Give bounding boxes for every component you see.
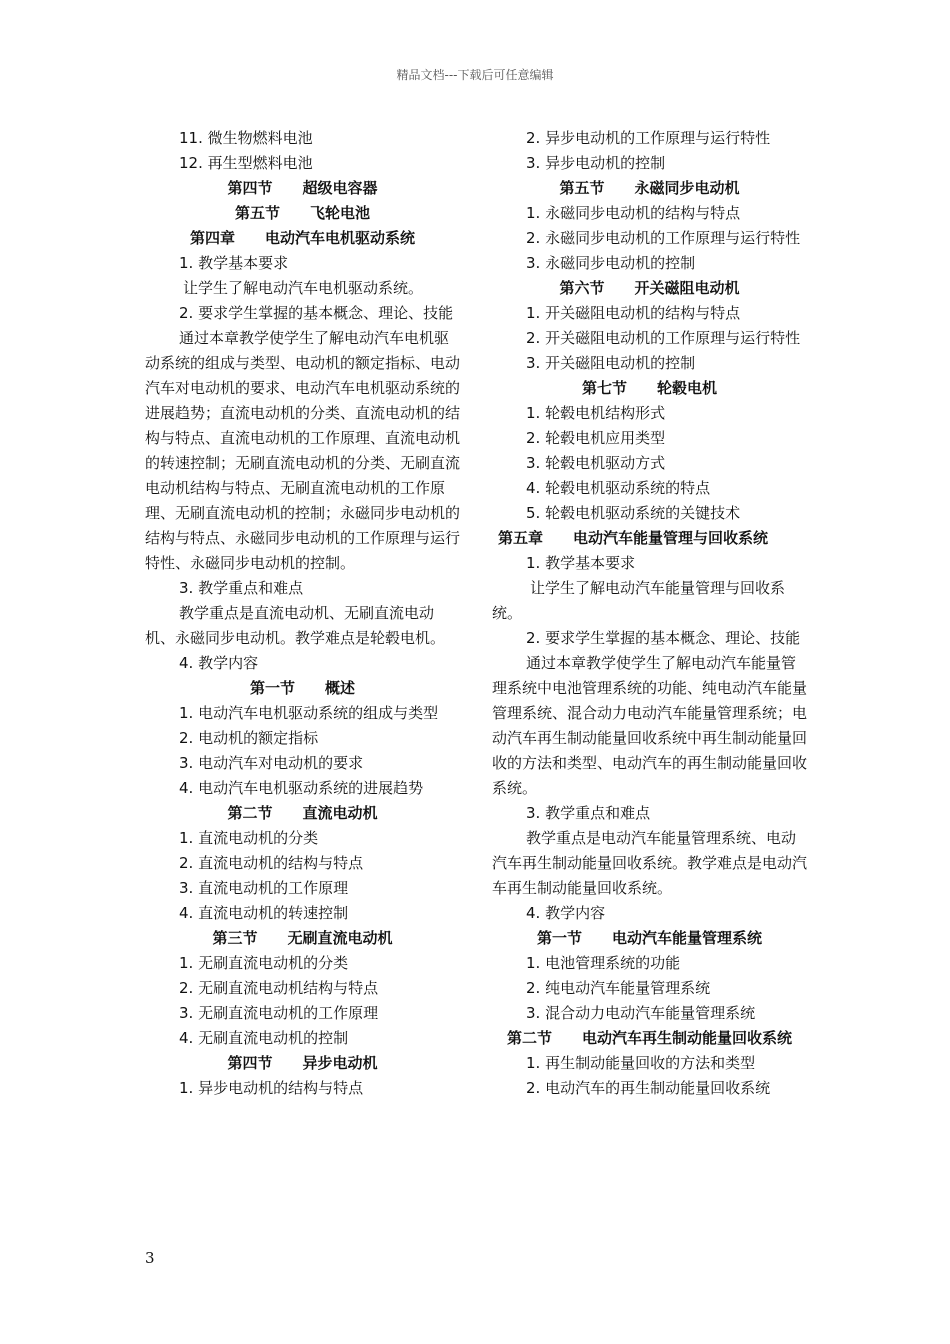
list-item: 1. 异步电动机的结构与特点	[179, 1079, 364, 1097]
list-item: 2. 要求学生掌握的基本概念、理论、技能	[179, 304, 454, 322]
list-item: 4. 电动汽车电机驱动系统的进展趋势	[179, 779, 424, 797]
list-item: 2. 要求学生掌握的基本概念、理论、技能	[526, 629, 801, 647]
section-heading: 第二节 直流电动机	[227, 804, 378, 822]
list-item: 4. 轮毂电机驱动系统的特点	[526, 479, 711, 497]
section-heading: 第五节 飞轮电池	[234, 204, 370, 222]
right-column	[492, 126, 807, 1101]
list-item: 1. 再生制动能量回收的方法和类型	[526, 1054, 756, 1072]
list-item: 4. 教学内容	[526, 904, 606, 922]
left-column	[145, 126, 460, 1101]
list-item: 11. 微生物燃料电池	[179, 129, 313, 147]
list-item: 2. 直流电动机的结构与特点	[179, 854, 364, 872]
section-heading: 第一节 电动汽车能量管理系统	[536, 929, 762, 947]
chapter-heading: 第四章 电动汽车电机驱动系统	[189, 229, 415, 247]
list-item: 3. 无刷直流电动机的工作原理	[179, 1004, 379, 1022]
list-item: 3. 电动汽车对电动机的要求	[179, 754, 364, 772]
paragraph: 教学重点是电动汽车能量管理系统、电动汽车再生制动能量回收系统。教学难点是电动汽车再生制动能量回收系统。	[492, 829, 808, 897]
page-header: 精品文档---下载后可任意编辑	[396, 68, 554, 82]
list-item: 3. 异步电动机的控制	[526, 154, 666, 172]
list-item: 1. 直流电动机的分类	[179, 829, 319, 847]
list-item: 1. 电动汽车电机驱动系统的组成与类型	[179, 704, 439, 722]
list-item: 5. 轮毂电机驱动系统的关键技术	[526, 504, 741, 522]
list-item: 1. 开关磁阻电动机的结构与特点	[526, 304, 741, 322]
list-item: 2. 永磁同步电动机的工作原理与运行特性	[526, 229, 801, 247]
list-item: 2. 开关磁阻电动机的工作原理与运行特性	[526, 329, 801, 347]
section-heading: 第六节 开关磁阻电动机	[559, 279, 740, 297]
list-item: 2. 异步电动机的工作原理与运行特性	[526, 129, 771, 147]
list-item: 12. 再生型燃料电池	[179, 154, 313, 172]
chapter-heading: 第五章 电动汽车能量管理与回收系统	[498, 529, 769, 547]
list-item: 3. 混合动力电动汽车能量管理系统	[526, 1004, 756, 1022]
section-heading: 第三节 无刷直流电动机	[212, 929, 393, 947]
section-heading: 第二节 电动汽车再生制动能量回收系统	[506, 1029, 792, 1047]
list-item: 3. 直流电动机的工作原理	[179, 879, 349, 897]
list-item: 1. 电池管理系统的功能	[526, 954, 681, 972]
list-item: 2. 纯电动汽车能量管理系统	[526, 979, 711, 997]
list-item: 3. 开关磁阻电动机的控制	[526, 354, 696, 372]
list-item: 1. 永磁同步电动机的结构与特点	[526, 204, 741, 222]
paragraph: 让学生了解电动汽车电机驱动系统。	[183, 279, 424, 297]
list-item: 3. 教学重点和难点	[179, 579, 304, 597]
paragraph: 教学重点是直流电动机、无刷直流电动机、永磁同步电动机。教学难点是轮毂电机。	[145, 604, 446, 647]
section-heading: 第五节 永磁同步电动机	[559, 179, 740, 197]
list-item: 3. 轮毂电机驱动方式	[526, 454, 666, 472]
list-item: 2. 电动机的额定指标	[179, 729, 319, 747]
list-item: 2. 无刷直流电动机结构与特点	[179, 979, 379, 997]
list-item: 4. 教学内容	[179, 654, 259, 672]
list-item: 3. 永磁同步电动机的控制	[526, 254, 696, 272]
list-item: 3. 教学重点和难点	[526, 804, 651, 822]
page-number: 3	[145, 1249, 155, 1267]
section-heading: 第四节 超级电容器	[227, 179, 378, 197]
list-item: 1. 教学基本要求	[179, 254, 289, 272]
list-item: 2. 轮毂电机应用类型	[526, 429, 666, 447]
list-item: 1. 教学基本要求	[526, 554, 636, 572]
section-heading: 第七节 轮毂电机	[581, 379, 717, 397]
list-item: 1. 轮毂电机结构形式	[526, 404, 666, 422]
list-item: 4. 无刷直流电动机的控制	[179, 1029, 349, 1047]
section-heading: 第四节 异步电动机	[227, 1054, 378, 1072]
paragraph: 通过本章教学使学生了解电动汽车电机驱动系统的组成与类型、电动机的额定指标、电动汽车对电动机的要求、电动汽车电机驱动系统的进展趋势；直流电动机的分类、直流电动机的结构与特点、直流电动机的工作原理、直流电动机的转速控制；无刷直流电动机的分类、无刷直流电动机结构与特点、无刷直流电动机的工作原理、无刷直流电动机的控制；永磁同步电动机的结构与特点、永磁同步电动机的工作原理与运行特性、永磁同步电动机的控制。	[145, 329, 461, 572]
list-item: 2. 电动汽车的再生制动能量回收系统	[526, 1079, 771, 1097]
list-item: 1. 无刷直流电动机的分类	[179, 954, 349, 972]
section-heading: 第一节 概述	[249, 679, 355, 697]
paragraph: 让学生了解电动汽车能量管理与回收系统。	[492, 579, 786, 622]
paragraph: 通过本章教学使学生了解电动汽车能量管理系统中电池管理系统的功能、纯电动汽车能量管理系统、混合动力电动汽车能量管理系统；电动汽车再生制动能量回收系统中再生制动能量回收的方法和类型、电动汽车的再生制动能量回收系统。	[492, 654, 808, 797]
list-item: 4. 直流电动机的转速控制	[179, 904, 349, 922]
